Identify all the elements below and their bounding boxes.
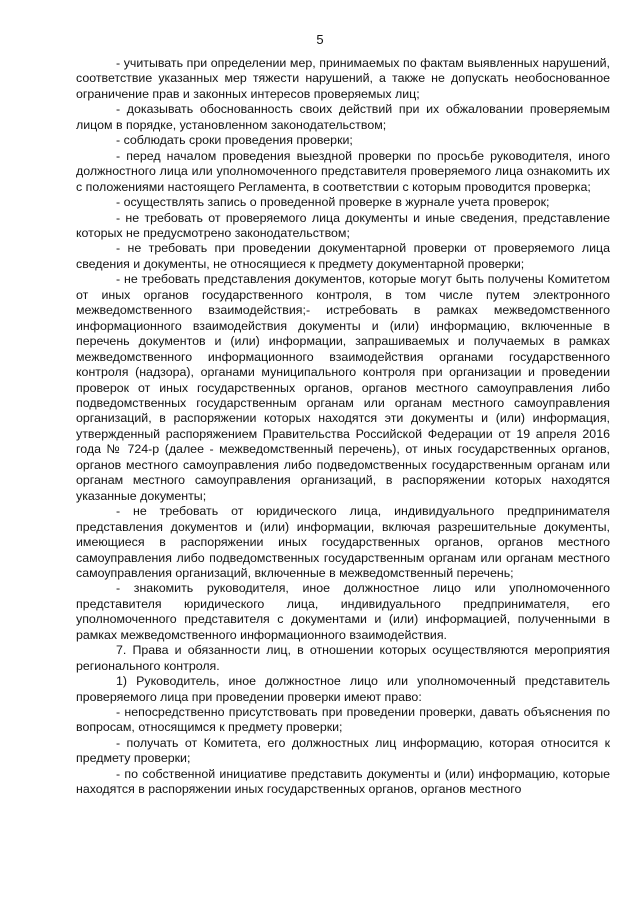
- section-heading: 7. Права и обязанности лиц, в отношении которых осуществляются мероприятия регионального контроля.: [76, 643, 610, 673]
- paragraph: - не требовать представления документов, которые могут быть получены Комитетом от иных органов государственного контроля, в том числе путем электронного межведомственного взаимодействия;- истребовать в рамках межведомственного информационного взаимодействия документы и (или) информацию, включенные в перечень документов и (или) информации, запрашиваемых и получаемых в рамках межведомственного информационного взаимодействия органами государственного контроля (надзора), органами муниципального контроля при организации и проведении проверок от иных государственных органов, органов местного самоуправления либо подведомственных государственным органам или органам местного самоуправления организаций, в распоряжении которых находятся эти документы и (или) информация, утвержденный распоряжением Правительства Российской Федерации от 19 апреля 2016 года № 724-р (далее - межведомственный перечень), от иных государственных органов, органов местного самоуправления либо подведомственных государственным органам или органам местного самоуправления организаций, в распоряжении которых находятся указанные документы;: [76, 272, 610, 503]
- paragraph: - знакомить руководителя, иное должностное лицо или уполномоченного представителя юридического лица, индивидуального предпринимателя, его уполномоченного представителя с документами и (или) информацией, полученными в рамках межведомственного информационного взаимодействия.: [76, 581, 610, 642]
- paragraph: - не требовать от проверяемого лица документы и иные сведения, представление которых не предусмотрено законодательством;: [76, 210, 610, 240]
- paragraph: - перед началом проведения выездной проверки по просьбе руководителя, иного должностного лица или уполномоченного представителя проверяемого лица ознакомить их с положениями настоящего Регламента, в соответствии с которым проводится проверка;: [76, 148, 610, 194]
- document-body: [76, 56, 610, 798]
- paragraph: - доказывать обоснованность своих действий при их обжаловании проверяемым лицом в порядке, установленном законодательством;: [76, 102, 610, 132]
- paragraph: - учитывать при определении мер, принимаемых по фактам выявленных нарушений, соответствие указанных мер тяжести нарушений, а также не допускать необоснованное ограничение прав и законных интересов проверяемых лиц;: [76, 56, 610, 101]
- paragraph: - по собственной инициативе представить документы и (или) информацию, которые находятся в распоряжении иных государственных органов, органов местного: [76, 766, 610, 797]
- page-number: 5: [316, 32, 324, 47]
- paragraph: - непосредственно присутствовать при проведении проверки, давать объяснения по вопросам, относящимся к предмету проверки;: [76, 705, 610, 735]
- paragraph: - получать от Комитета, его должностных лиц информацию, которая относится к предмету проверки;: [76, 735, 610, 766]
- paragraph: - соблюдать сроки проведения проверки;: [116, 133, 353, 148]
- paragraph: - не требовать при проведении документарной проверки от проверяемого лица сведения и документы, не относящиеся к предмету документарной проверки;: [76, 241, 610, 271]
- paragraph: 1) Руководитель, иное должностное лицо или уполномоченный представитель проверяемого лица при проведении проверки имеют право:: [76, 674, 610, 704]
- paragraph: - осуществлять запись о проведенной проверке в журнале учета проверок;: [116, 195, 550, 210]
- paragraph: - не требовать от юридического лица, индивидуального предпринимателя представления документов и (или) информации, включая разрешительные документы, имеющиеся в распоряжении иных государственных органов, органов местного самоуправления либо подведомственных государственным органам или органам местного самоуправления организаций, включенные в межведомственный перечень;: [76, 504, 610, 580]
